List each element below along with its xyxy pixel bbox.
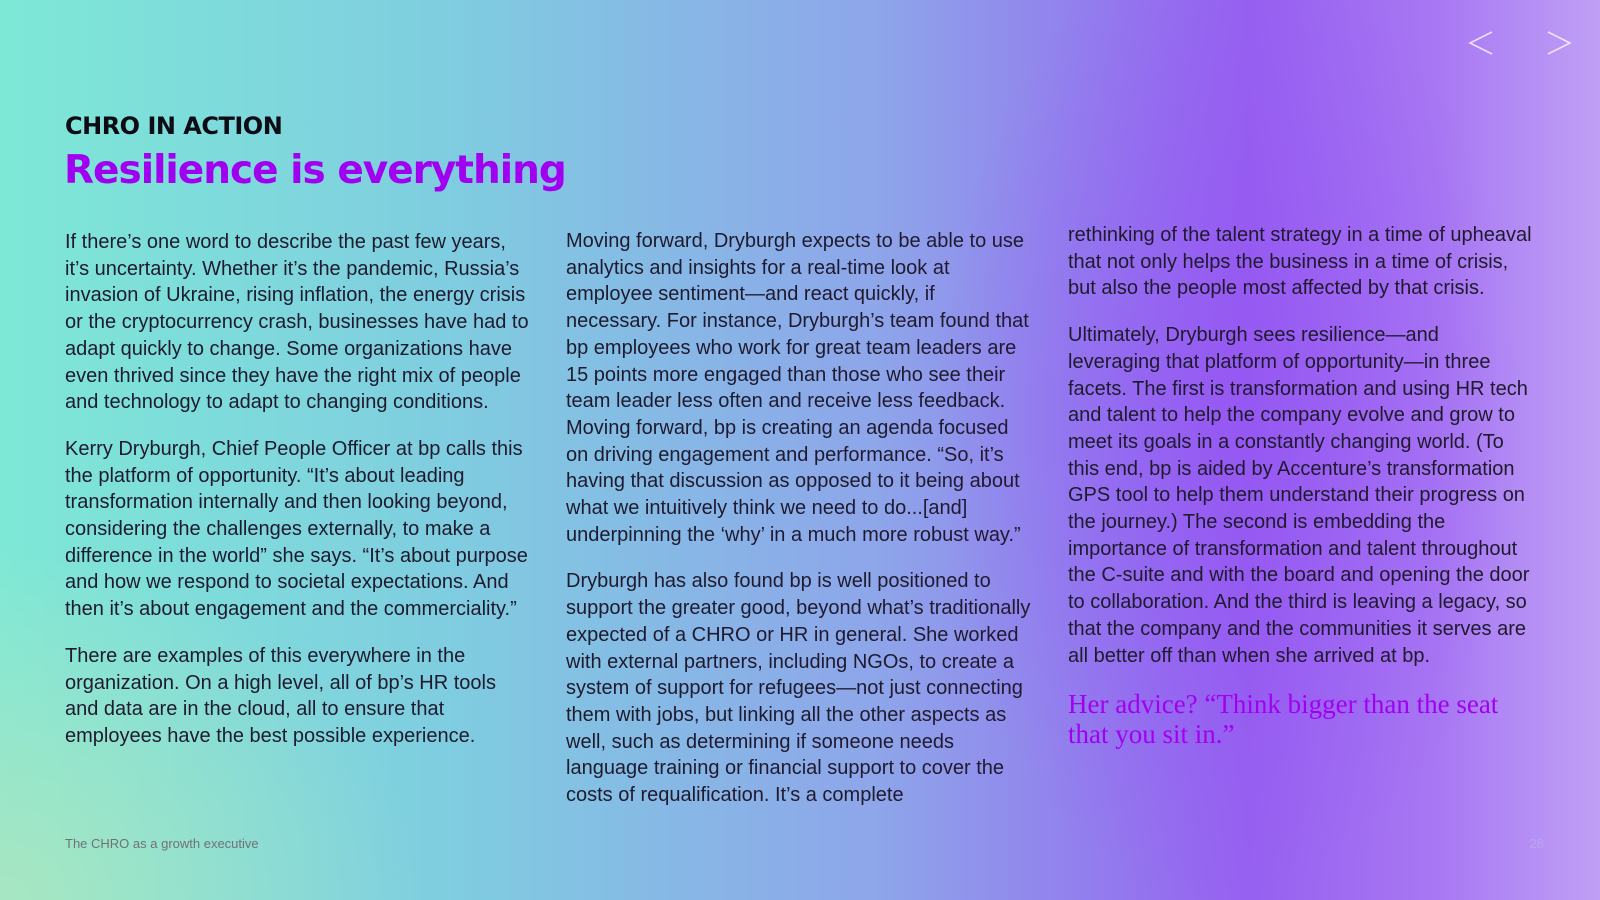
chevron-left-icon	[1466, 28, 1496, 58]
next-page-button[interactable]	[1542, 26, 1576, 60]
paragraph: If there’s one word to describe the past few years, it’s uncertainty. Whether it’s the pandemic, Russia’s invasion of Ukraine, rising inflation, the energy crisis or the cryptocurrency crash, businesses have had to adapt quickly to change. Some organizations have even thrived since they have the right mix of people and technology to adapt to changing conditions.	[65, 231, 529, 414]
paragraph: rethinking of the talent strategy in a time of upheaval that not only helps the business in a time of crisis, but also the people most affected by that crisis.	[1068, 224, 1532, 300]
page-title: Resilience is everything	[64, 148, 566, 193]
paragraph: There are examples of this everywhere in the organization. On a high level, all of bp’s HR tools and data are in the cloud, all to ensure that employees have the best possible experience.	[65, 644, 496, 747]
paragraph: Kerry Dryburgh, Chief People Officer at bp calls this the platform of opportunity. “It’s about leading transformation internally and then looking beyond, considering the challenges externally, to make a difference in the world” she says. “It’s about purpose and how we respond to societal expectations. And then it’s about engagement and the commerciality.”	[65, 437, 528, 621]
section-eyebrow: CHRO IN ACTION	[65, 112, 283, 140]
paragraph: Moving forward, Dryburgh expects to be able to use analytics and insights for a real-time look at employee sentiment—and react quickly, if necessary. For instance, Dryburgh’s team found that bp employees who work for great team leaders are 15 points more engaged than those who see their team leader less often and receive less feedback. Moving forward, bp is creating an agenda focused on driving engagement and performance. “So, it’s having that discussion as opposed to it being about what we intuitively think we need to do...[and] underpinning the ‘why’ in a much more robust way.”	[566, 230, 1029, 546]
pull-quote: Her advice? “Think bigger than the seat that you sit in.”	[1068, 689, 1499, 750]
page-navigation	[1464, 26, 1576, 60]
footer-document-title: The CHRO as a growth executive	[65, 836, 259, 851]
paragraph: Dryburgh has also found bp is well positioned to support the greater good, beyond what’s traditionally expected of a CHRO or HR in general. She worked with external partners, including NGOs, to create a system of support for refugees—not just connecting them with jobs, but linking all the other aspects as well, such as determining if someone needs language training or financial support to cover the costs of requalification. It’s a complete	[566, 570, 1031, 807]
chevron-right-icon	[1544, 28, 1574, 58]
paragraph: Ultimately, Dryburgh sees resilience—and leveraging that platform of opportunity—in three facets. The first is transformation and using HR tech and talent to help the company evolve and grow to meet its goals in a constantly changing world. (To this end, bp is aided by Accenture’s transformation GPS tool to help them understand their progress on the journey.) The second is embedding the importance of transformation and talent throughout the C-suite and with the board and opening the door to collaboration. And the third is leaving a legacy, so that the company and the communities it serves are all better off than when she arrived at bp.	[1068, 324, 1530, 667]
page-number: 28	[1529, 836, 1544, 851]
text-column-1	[65, 229, 530, 770]
previous-page-button[interactable]	[1464, 26, 1498, 60]
text-column-2	[566, 228, 1031, 829]
text-column-3	[1068, 222, 1533, 769]
